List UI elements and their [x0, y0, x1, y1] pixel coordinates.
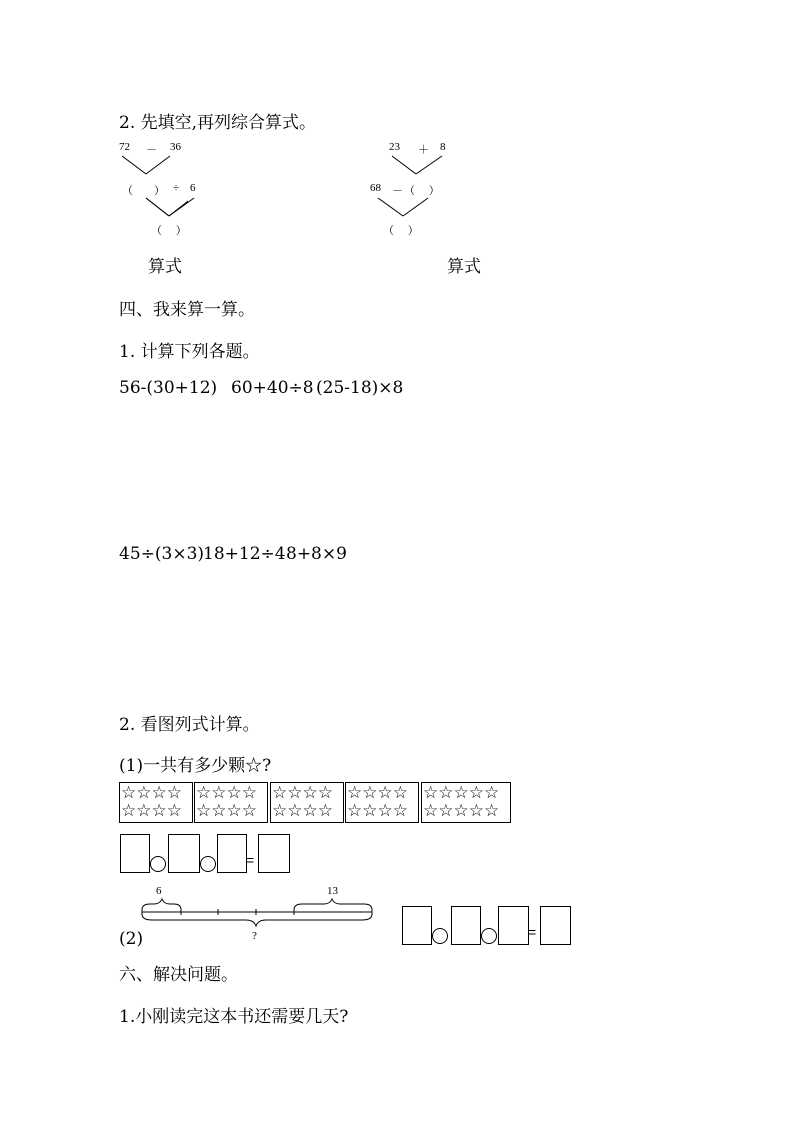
answer-box[interactable] — [451, 906, 481, 945]
answer-box[interactable] — [540, 906, 571, 945]
tree2-top-right: 8 — [440, 141, 446, 153]
star-group — [270, 782, 344, 823]
q2-2-label: (2) — [119, 929, 144, 949]
tree2-top-left: 23 — [389, 141, 400, 153]
section2-title: 2. 先填空,再列综合算式。 — [119, 113, 317, 133]
tree1-top-right: 36 — [170, 141, 181, 153]
operator-circle[interactable] — [150, 856, 166, 872]
star-row: ☆☆☆☆ — [121, 783, 182, 803]
segment-left-label: 6 — [156, 885, 162, 897]
answer-box[interactable] — [168, 834, 200, 873]
answer-box[interactable] — [217, 834, 247, 873]
equals-sign: = — [528, 924, 537, 940]
star-group — [119, 782, 193, 823]
tree2-branches-2 — [376, 196, 432, 218]
star-row: ☆☆☆☆ — [347, 801, 408, 821]
section6-q1: 1.小刚读完这本书还需要几天? — [119, 1007, 349, 1027]
tree1-top-left: 72 — [119, 141, 130, 153]
answer-box[interactable] — [120, 834, 150, 873]
star-row: ☆☆☆☆ — [196, 801, 257, 821]
calc-3: (25-18)×8 — [316, 378, 404, 398]
tree1-op2: ÷ — [173, 182, 180, 194]
tree1-mid-open: （ — [122, 185, 133, 197]
operator-circle[interactable] — [432, 928, 448, 944]
calc-2: 60+40÷8 — [231, 378, 314, 398]
tree1-branches-2 — [144, 196, 198, 218]
tree1-bottom: （ ） — [151, 225, 187, 237]
section6-title: 六、解决问题。 — [119, 965, 238, 985]
tree1-mid-close: ） — [154, 185, 165, 197]
tree1-mid-right: 6 — [190, 182, 196, 194]
star-group — [421, 782, 511, 823]
calc-6: 8+8×9 — [286, 544, 347, 564]
tree1-label: 算式 — [148, 257, 182, 277]
segment-diagram — [138, 896, 378, 932]
answer-box[interactable] — [402, 906, 432, 945]
segment-right-label: 13 — [327, 885, 338, 897]
tree2-op1: ＋ — [418, 144, 429, 156]
q1-title: 1. 计算下列各题。 — [119, 342, 260, 362]
star-row: ☆☆☆☆ — [196, 783, 257, 803]
calc-1: 56-(30+12) — [119, 378, 218, 398]
star-row: ☆☆☆☆ — [272, 801, 333, 821]
segment-total-label: ? — [252, 930, 257, 942]
star-group — [345, 782, 419, 823]
answer-box[interactable] — [498, 906, 529, 945]
tree2-op2: － — [392, 185, 403, 197]
star-row: ☆☆☆☆ — [121, 801, 182, 821]
tree2-bottom: （ ） — [383, 225, 419, 237]
star-row: ☆☆☆☆☆ — [423, 783, 500, 803]
q2-title: 2. 看图列式计算。 — [119, 715, 260, 735]
tree2-mid-left: 68 — [370, 182, 381, 194]
q2-1-title: (1)一共有多少颗☆? — [119, 756, 272, 776]
calc-4: 45÷(3×3) — [119, 544, 205, 564]
operator-circle[interactable] — [481, 928, 497, 944]
tree2-mid-blank: （ ） — [404, 185, 440, 197]
tree2-label: 算式 — [447, 257, 481, 277]
operator-circle[interactable] — [200, 856, 216, 872]
tree2-branches — [388, 154, 448, 178]
equals-sign: = — [246, 852, 255, 868]
star-row: ☆☆☆☆☆ — [423, 801, 500, 821]
answer-box[interactable] — [258, 834, 290, 873]
star-group — [194, 782, 268, 823]
section4-title: 四、我来算一算。 — [119, 300, 255, 320]
star-row: ☆☆☆☆ — [347, 783, 408, 803]
star-row: ☆☆☆☆ — [272, 783, 333, 803]
calc-5: 18+12÷4 — [203, 544, 286, 564]
tree1-op1: － — [146, 144, 157, 156]
